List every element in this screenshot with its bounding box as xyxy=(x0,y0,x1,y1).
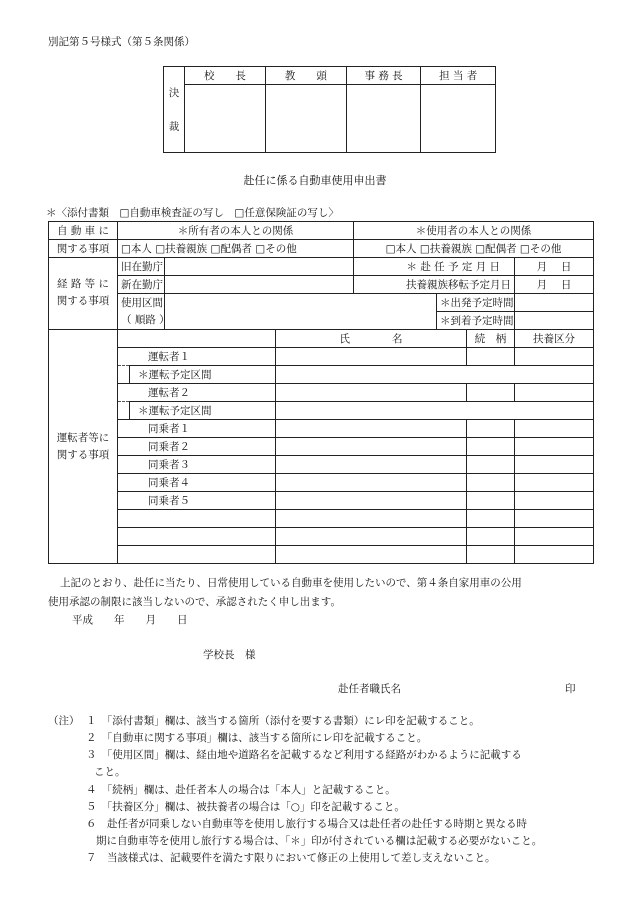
new-school-label: 新在勤庁 xyxy=(118,276,165,294)
approval-table xyxy=(163,66,496,153)
extra-row-label[interactable] xyxy=(118,510,276,528)
extra-row-relation[interactable] xyxy=(467,510,515,528)
route-label: 経 路 等 に 関する事項 xyxy=(49,258,118,330)
passenger-1-dependent[interactable] xyxy=(515,420,594,438)
extra-row-relation[interactable] xyxy=(467,546,515,564)
passenger-3-label: 同乗者３ xyxy=(118,456,276,474)
passenger-4-label: 同乗者４ xyxy=(118,474,276,492)
new-school-field[interactable] xyxy=(165,276,354,294)
driver-2-section-label: ＊運転予定区間 xyxy=(130,402,276,420)
passenger-3-name[interactable] xyxy=(276,456,467,474)
seal-mark: 印 xyxy=(565,683,576,695)
passenger-4-relation[interactable] xyxy=(467,474,515,492)
passenger-1-label: 同乗者１ xyxy=(118,420,276,438)
col-name: 氏 名 xyxy=(276,330,467,348)
extra-row-name[interactable] xyxy=(276,528,467,546)
extra-row-label[interactable] xyxy=(118,528,276,546)
passenger-5-dependent[interactable] xyxy=(515,492,594,510)
approval-stamp-box[interactable] xyxy=(265,85,346,153)
addressee: 学校長 様 xyxy=(203,649,256,661)
passenger-3-relation[interactable] xyxy=(467,456,515,474)
col-dependent: 扶養区分 xyxy=(515,330,594,348)
section-field[interactable] xyxy=(165,294,437,330)
notes-prefix: （注） xyxy=(48,715,80,727)
car-label: 自 動 車 に xyxy=(49,222,118,240)
extra-row-dependent[interactable] xyxy=(515,528,594,546)
note-item: こと。 xyxy=(94,766,126,778)
main-form-table xyxy=(48,221,594,564)
passenger-5-name[interactable] xyxy=(276,492,467,510)
drivers-label: 運転者等に 関する事項 xyxy=(49,330,118,564)
attachments-line[interactable]: ＊〈添付書類 □自動車検査証の写し □任意保険証の写し〉 xyxy=(46,207,339,219)
page-title: 赴任に係る自動車使用申出書 xyxy=(243,174,387,187)
passenger-3-dependent[interactable] xyxy=(515,456,594,474)
passenger-2-relation[interactable] xyxy=(467,438,515,456)
user-relation-header: ＊使用者の本人との関係 xyxy=(354,222,594,240)
passenger-2-label: 同乗者２ xyxy=(118,438,276,456)
driver-2-dependent[interactable] xyxy=(515,384,594,402)
note-item: ６ 赴任者が同乗しない自動車等を使用し旅行する場合又は赴任者の赴任する時期と異なる時 xyxy=(86,818,527,830)
arrival-date-field[interactable]: 月 日 xyxy=(515,258,594,276)
driver-1-relation[interactable] xyxy=(467,348,515,366)
driver-2-section-field[interactable] xyxy=(276,402,594,420)
note-item: ７ 当該様式は、記載要件を満たす限りにおいて修正の上使用して差し支えないこと。 xyxy=(86,852,496,864)
note-item: ４ 「続柄」欄は、赴任者本人の場合は「本人」と記載すること。 xyxy=(86,784,396,796)
approval-side-label: 決 裁 xyxy=(164,67,185,153)
approval-header-vice: 教 頭 xyxy=(265,67,346,85)
arrive-time-field[interactable] xyxy=(515,312,594,330)
section-label: 使用区間 （ 順路 ） xyxy=(118,294,165,330)
approval-header-principal: 校 長 xyxy=(185,67,266,85)
owner-relation-header: ＊所有者の本人との関係 xyxy=(118,222,354,240)
approval-stamp-box[interactable] xyxy=(421,85,496,153)
depart-time-label: ＊出発予定時間 xyxy=(437,294,515,312)
passenger-4-dependent[interactable] xyxy=(515,474,594,492)
passenger-2-name[interactable] xyxy=(276,438,467,456)
approval-header-office: 事 務 長 xyxy=(346,67,421,85)
driver-1-label: 運転者１ xyxy=(118,348,276,366)
note-item: ５ 「扶養区分」欄は、被扶養者の場合は「○」印を記載すること。 xyxy=(86,801,405,813)
approval-stamp-box[interactable] xyxy=(185,85,266,153)
note-item: １ 「添付書類」欄は、該当する箇所（添付を要する書類）にレ印を記載すること。 xyxy=(86,715,480,727)
driver-1-dependent[interactable] xyxy=(515,348,594,366)
extra-row-dependent[interactable] xyxy=(515,510,594,528)
passenger-5-label: 同乗者５ xyxy=(118,492,276,510)
passenger-5-relation[interactable] xyxy=(467,492,515,510)
driver-1-section-label: ＊運転予定区間 xyxy=(130,366,276,384)
user-relation-options[interactable]: □本人 □扶養親族 □配偶者 □その他 xyxy=(354,240,594,258)
driver-2-name[interactable] xyxy=(276,384,467,402)
driver-1-section-field[interactable] xyxy=(276,366,594,384)
driver-2-relation[interactable] xyxy=(467,384,515,402)
driver-2-label: 運転者２ xyxy=(118,384,276,402)
passenger-4-name[interactable] xyxy=(276,474,467,492)
passenger-1-relation[interactable] xyxy=(467,420,515,438)
col-relation: 続 柄 xyxy=(467,330,515,348)
extra-row-relation[interactable] xyxy=(467,528,515,546)
approval-header-staff: 担 当 者 xyxy=(421,67,496,85)
family-move-date-field[interactable]: 月 日 xyxy=(515,276,594,294)
car-label: 関する事項 xyxy=(49,240,118,258)
old-school-field[interactable] xyxy=(165,258,354,276)
family-move-date-label: 扶養親族移転予定月日 xyxy=(354,276,515,294)
statement-line: 上記のとおり、赴任に当たり、日常使用している自動車を使用したいので、第４条自家用車の公用 xyxy=(60,577,522,589)
extra-row-label[interactable] xyxy=(118,546,276,564)
old-school-label: 旧在勤庁 xyxy=(118,258,165,276)
arrive-time-label: ＊到着予定時間 xyxy=(437,312,515,330)
note-item: 期に自動車等を使用し旅行する場合は、「＊」印が付されている欄は記載する必要がないこと。 xyxy=(96,835,543,847)
owner-relation-options[interactable]: □本人 □扶養親族 □配偶者 □その他 xyxy=(118,240,354,258)
approval-stamp-box[interactable] xyxy=(346,85,421,153)
depart-time-field[interactable] xyxy=(515,294,594,312)
form-id: 別記第５号様式（第５条関係） xyxy=(48,36,195,48)
extra-row-name[interactable] xyxy=(276,510,467,528)
arrival-date-label: ＊ 赴 任 予 定 月 日 xyxy=(467,258,515,276)
note-item: ３ 「使用区間」欄は、経由地や道路名を記載するなど利用する経路がわかるように記載する xyxy=(86,749,522,761)
date-line[interactable]: 平成 年 月 日 xyxy=(72,614,188,626)
extra-row-name[interactable] xyxy=(276,546,467,564)
passenger-1-name[interactable] xyxy=(276,420,467,438)
statement-line: 使用承認の制限に該当しないので、承認されたく申し出ます。 xyxy=(48,596,341,608)
applicant-label: 赴任者職氏名 xyxy=(338,683,401,695)
passenger-2-dependent[interactable] xyxy=(515,438,594,456)
driver-1-name[interactable] xyxy=(276,348,467,366)
note-item: ２ 「自動車に関する事項」欄は、該当する箇所にレ印を記載すること。 xyxy=(86,732,428,744)
extra-row-dependent[interactable] xyxy=(515,546,594,564)
